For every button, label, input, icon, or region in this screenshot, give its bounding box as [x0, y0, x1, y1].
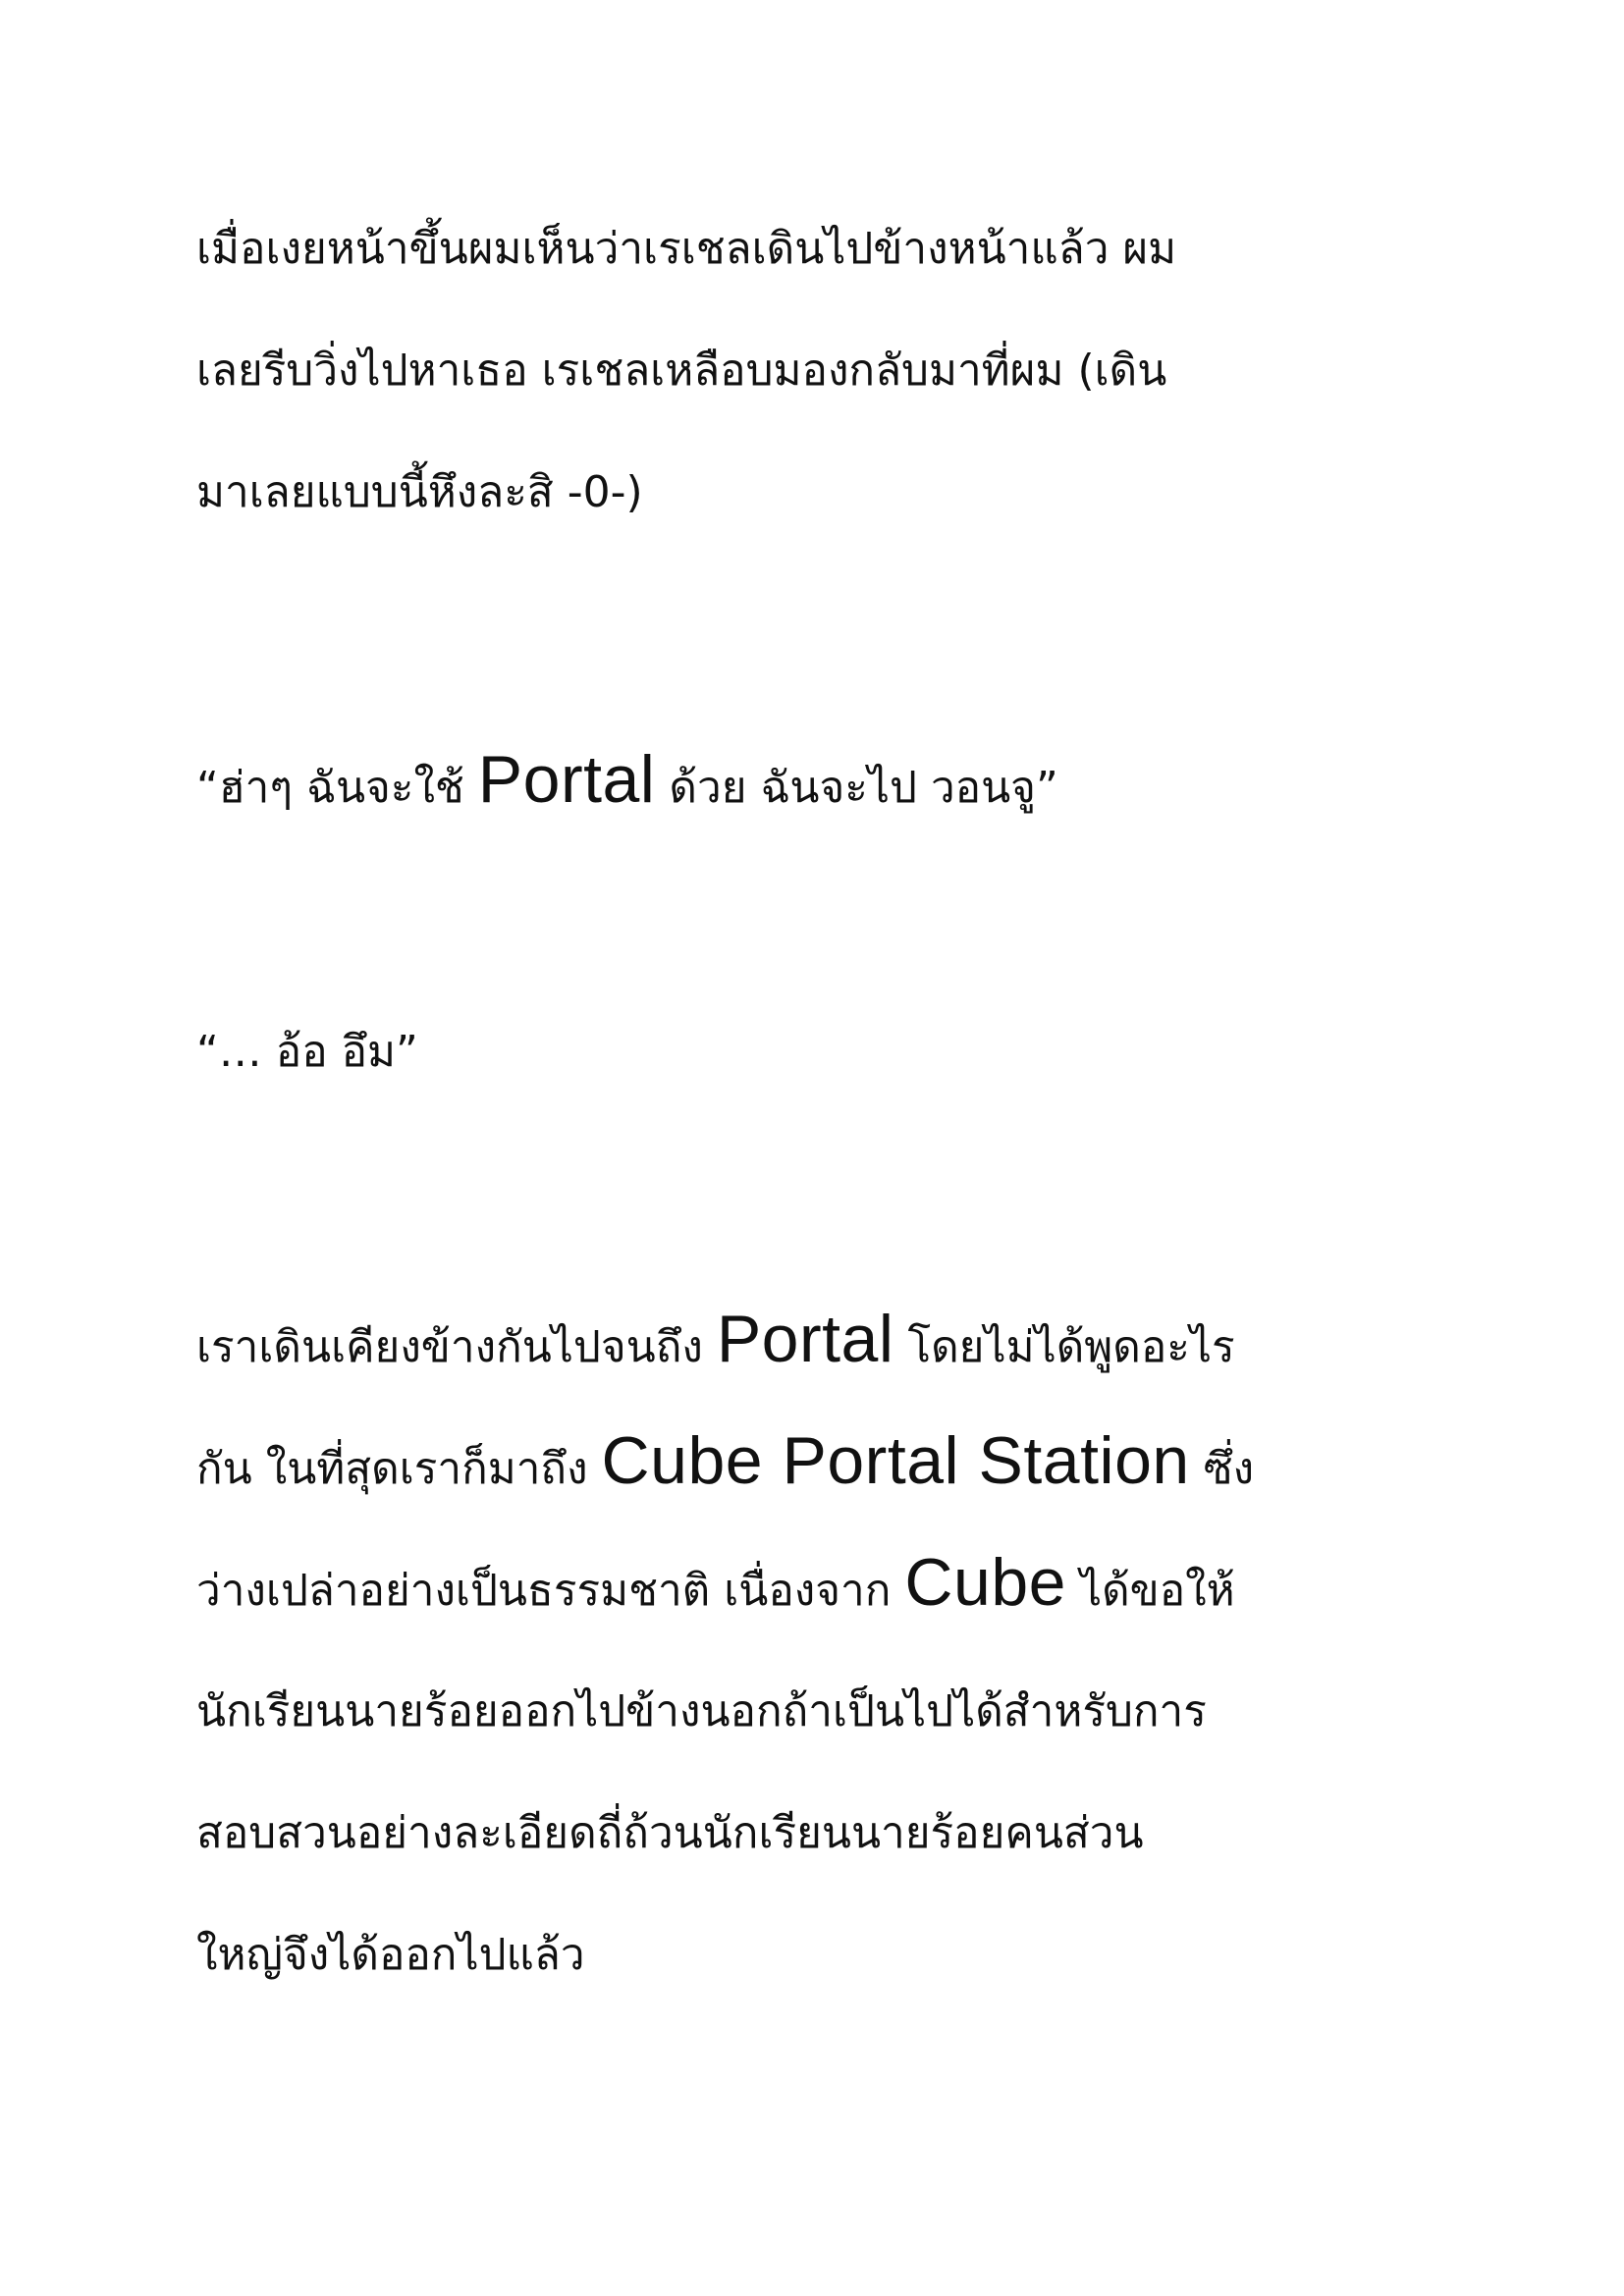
paragraph-2-line-1-portal: Portal — [716, 1302, 894, 1376]
paragraph-1-line-1: เมื่อเงยหน้าขึ้นผมเห็นว่าเรเชลเดินไปข้างหน้าแล้ว ผม — [196, 224, 1177, 274]
paragraph-2-line-2 — [196, 1423, 1255, 1498]
paragraph-2-line-2-a: กัน ในที่สุดเราก็มาถึง — [196, 1444, 602, 1494]
paragraph-2-line-6: ใหญ่จึงได้ออกไปแล้ว — [196, 1930, 585, 1980]
paragraph-2-line-5: สอบสวนอย่างละเอียดถี่ถ้วนนักเรียนนายร้อยคนส่วน — [196, 1808, 1144, 1858]
paragraph-2-line-1 — [196, 1302, 1235, 1376]
paragraph-2-line-4: นักเรียนนายร้อยออกไปข้างนอกถ้าเป็นไปได้สำหรับการ — [196, 1686, 1207, 1736]
paragraph-2-line-3-cube: Cube — [904, 1545, 1066, 1620]
paragraph-2-line-1-b: โดยไม่ได้พูดอะไร — [893, 1322, 1235, 1372]
paragraph-1-line-2: เลยรีบวิ่งไปหาเธอ เรเชลเหลือบมองกลับมาที่ผม (เดิน — [196, 346, 1167, 396]
paragraph-1-line-3: มาเลยแบบนี้หึงละสิ -0-) — [196, 467, 643, 517]
dialogue-1-portal: Portal — [477, 742, 656, 817]
dialogue-2: “… อ้อ อึม” — [196, 1027, 418, 1077]
dialogue-1 — [196, 742, 1058, 817]
paragraph-2-line-1-a: เราเดินเคียงข้างกันไปจนถึง — [196, 1322, 717, 1372]
dialogue-1-before: “ฮ่าๆ ฉันจะใช้ — [196, 763, 478, 813]
paragraph-2-line-2-station: Cube Portal Station — [601, 1423, 1190, 1498]
paragraph-2-line-3-b: ได้ขอให้ — [1065, 1566, 1235, 1616]
paragraph-2-line-3-a: ว่างเปล่าอย่างเป็นธรรมชาติ เนื่องจาก — [196, 1566, 905, 1616]
paragraph-2-line-2-b: ซึ่ง — [1189, 1444, 1255, 1494]
dialogue-1-after: ด้วย ฉันจะไป วอนจู” — [655, 763, 1058, 813]
paragraph-2-line-3 — [196, 1545, 1235, 1620]
